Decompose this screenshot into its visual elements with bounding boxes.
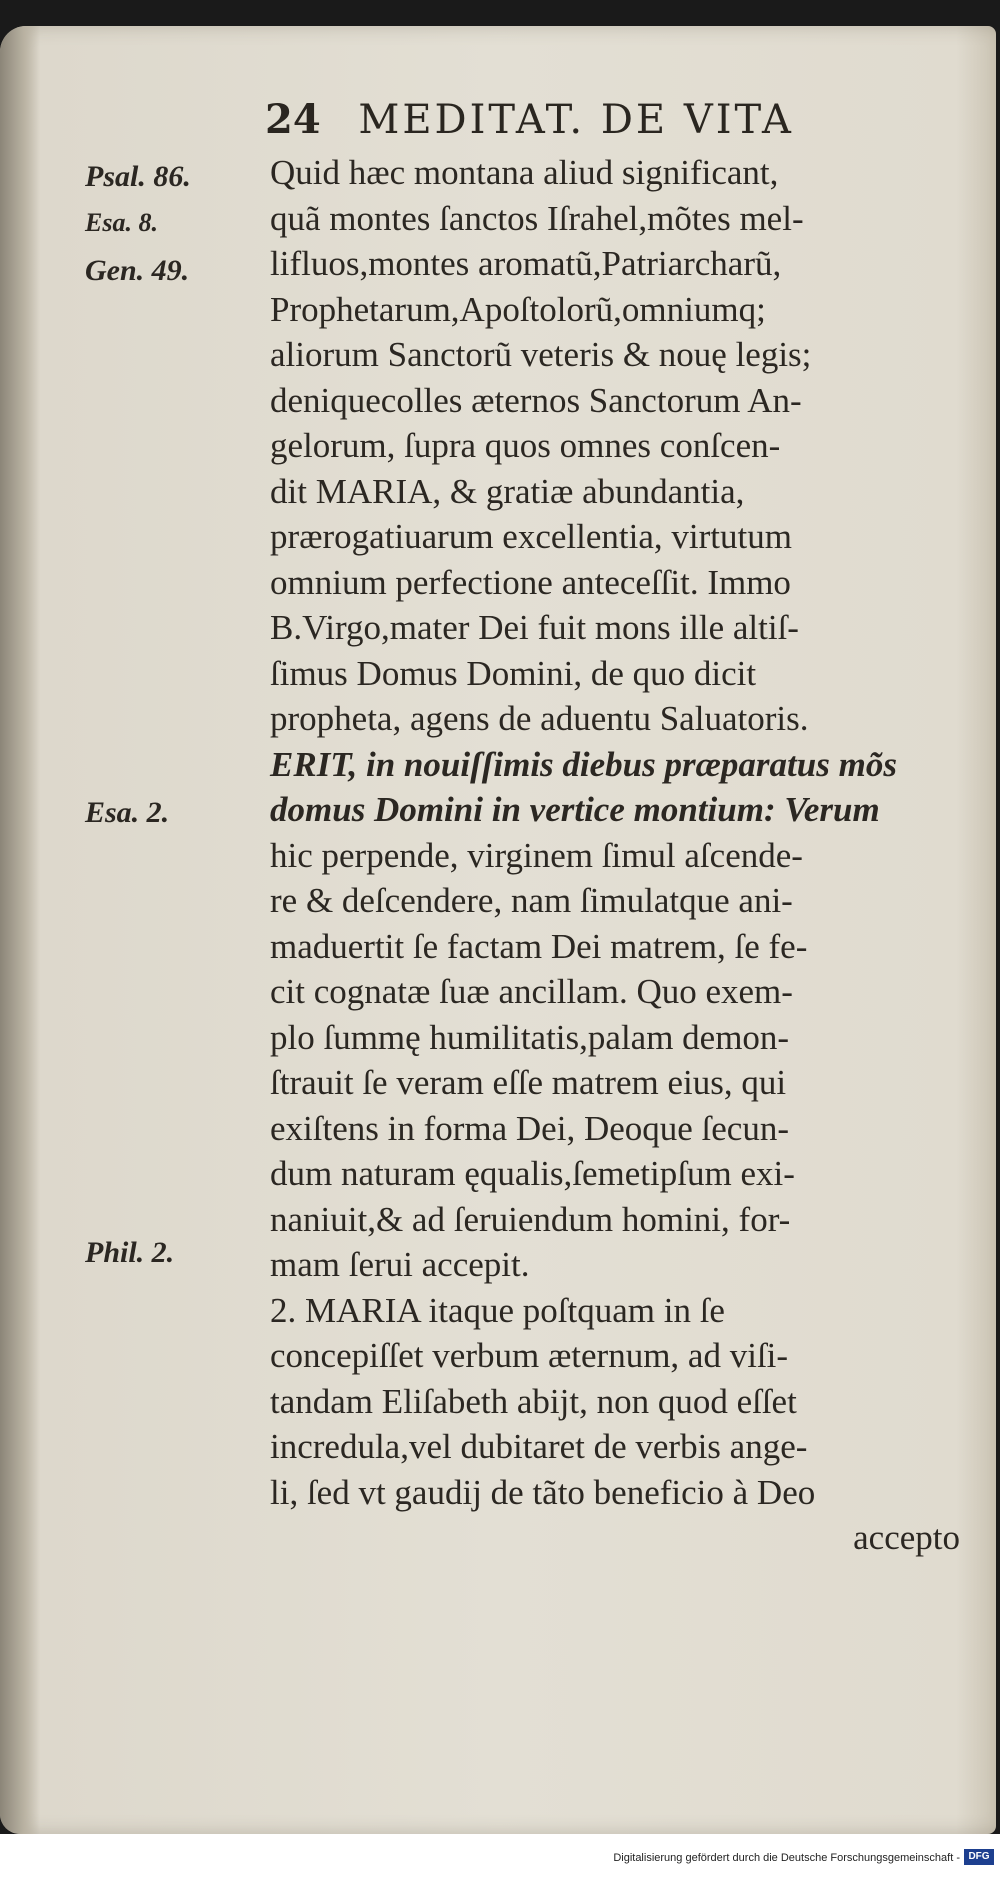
running-header (265, 96, 794, 143)
catchword: accepto (853, 1518, 960, 1557)
paragraph-2-start-line: 2. MARIA itaque poſtquam in ſe (270, 1290, 725, 1330)
text-line: ſimus Domus Domini, de quo dicit (270, 653, 757, 693)
text-line: concepiſſet verbum æternum, ad viſi- (270, 1336, 789, 1375)
text-line: re & deſcendere, nam ſimulatque ani- (270, 881, 793, 920)
margin-note-psal-86: Psal. 86. (85, 160, 191, 193)
margin-note-esa-2: Esa. 2. (85, 796, 170, 829)
text-line: plo ſummę humilitatis,palam demon- (270, 1017, 790, 1057)
text-line: omnium perfectione anteceſſit. Immo (270, 562, 791, 602)
text-line: prærogatiuarum excellentia, virtutum (270, 517, 792, 556)
scripture-quote-line: domus Domini in vertice montium: Verum (270, 790, 880, 829)
text-line: ſtrauit ſe veram eſſe matrem eius, qui (270, 1063, 787, 1102)
text-line: exiſtens in forma Dei, Deoque ſecun- (270, 1108, 789, 1148)
text-line: dum naturam ęqualis,ſemetipſum exi- (270, 1154, 795, 1193)
text-line: Quid hæc montana aliud significant, (270, 153, 779, 192)
scripture-quote-line: ERIT, in nouiſſimis diebus præparatus mõs (270, 744, 897, 784)
page-gutter-shadow (0, 26, 40, 1834)
margin-note-esa-8: Esa. 8. (85, 208, 158, 237)
text-line: Prophetarum,Apoſtolorũ,omniumq; (270, 289, 766, 329)
digitization-credit: Digitalisierung gefördert durch die Deutsche Forschungsgemeinschaft - (613, 1852, 960, 1864)
text-line: li, ſed vt gaudij de tãto beneficio à Deo (270, 1472, 816, 1512)
running-title: MEDITAT. DE VITA (358, 97, 794, 143)
dfg-logo-icon: DFG (964, 1849, 994, 1865)
text-line: aliorum Sanctorũ veteris & nouę legis; (270, 335, 812, 374)
body-text (270, 150, 960, 1561)
text-line: incredula,vel dubitaret de verbis ange- (270, 1427, 808, 1466)
text-line: deniquecolles æternos Sanctorum An- (270, 380, 802, 420)
text-line: maduertit ſe factam Dei matrem, ſe fe- (270, 926, 808, 966)
text-line: lifluos,montes aromatũ,Patriarcharũ, (270, 244, 782, 283)
text-line: propheta, agens de aduentu Saluatoris. (270, 699, 809, 738)
text-line: mam ſerui accepit. (270, 1245, 530, 1284)
text-line: tandam Eliſabeth abijt, non quod eſſet (270, 1381, 797, 1421)
text-line: B.Virgo,mater Dei fuit mons ille altiſ- (270, 608, 799, 647)
page-number: 24 (265, 96, 321, 143)
text-line: hic perpende, virginem ſimul aſcende- (270, 835, 803, 875)
text-line: gelorum, ſupra quos omnes conſcen- (270, 426, 781, 465)
text-line: quã montes ſanctos Iſrahel,mõtes mel- (270, 198, 804, 238)
margin-note-phil-2: Phil. 2. (85, 1236, 175, 1269)
margin-note-gen-49: Gen. 49. (85, 254, 190, 287)
text-line: dit MARIA, & gratiæ abundantia, (270, 471, 745, 511)
text-line: cit cognatæ ſuæ ancillam. Quo exem- (270, 972, 793, 1011)
text-line: naniuit,& ad ſeruiendum homini, for- (270, 1199, 791, 1239)
